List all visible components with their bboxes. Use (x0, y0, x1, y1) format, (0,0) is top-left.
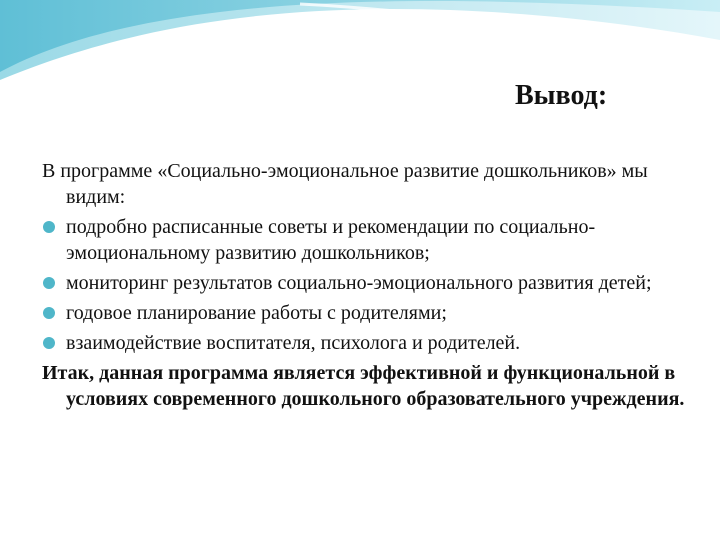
slide-body (42, 158, 692, 412)
bullet-text: мониторинг результатов социально-эмоционального развития детей; (66, 272, 652, 294)
bullet-text: подробно расписанные советы и рекомендации по социально-эмоциональному развитию дошкольников; (66, 216, 596, 264)
bullet-item (42, 330, 692, 356)
bullet-list (42, 214, 692, 356)
bullet-item (42, 300, 692, 326)
bullet-text: взаимодействие воспитателя, психолога и родителей. (66, 332, 521, 354)
filled-circle-bullet-icon (42, 336, 56, 350)
bullet-text: годовое планирование работы с родителями; (66, 302, 447, 324)
slide-title: Вывод: (515, 80, 608, 111)
filled-circle-bullet-icon (42, 306, 56, 320)
header-wave-decoration (0, 0, 720, 90)
intro-paragraph: В программе «Социально-эмоциональное развитие дошкольников» мы видим: (42, 160, 648, 208)
filled-circle-bullet-icon (42, 276, 56, 290)
conclusion-paragraph: Итак, данная программа является эффективной и функциональной в условиях современного дошкольного образовательного учреждения. (42, 362, 685, 410)
filled-circle-bullet-icon (42, 220, 56, 234)
bullet-item (42, 214, 692, 266)
bullet-item (42, 270, 692, 296)
